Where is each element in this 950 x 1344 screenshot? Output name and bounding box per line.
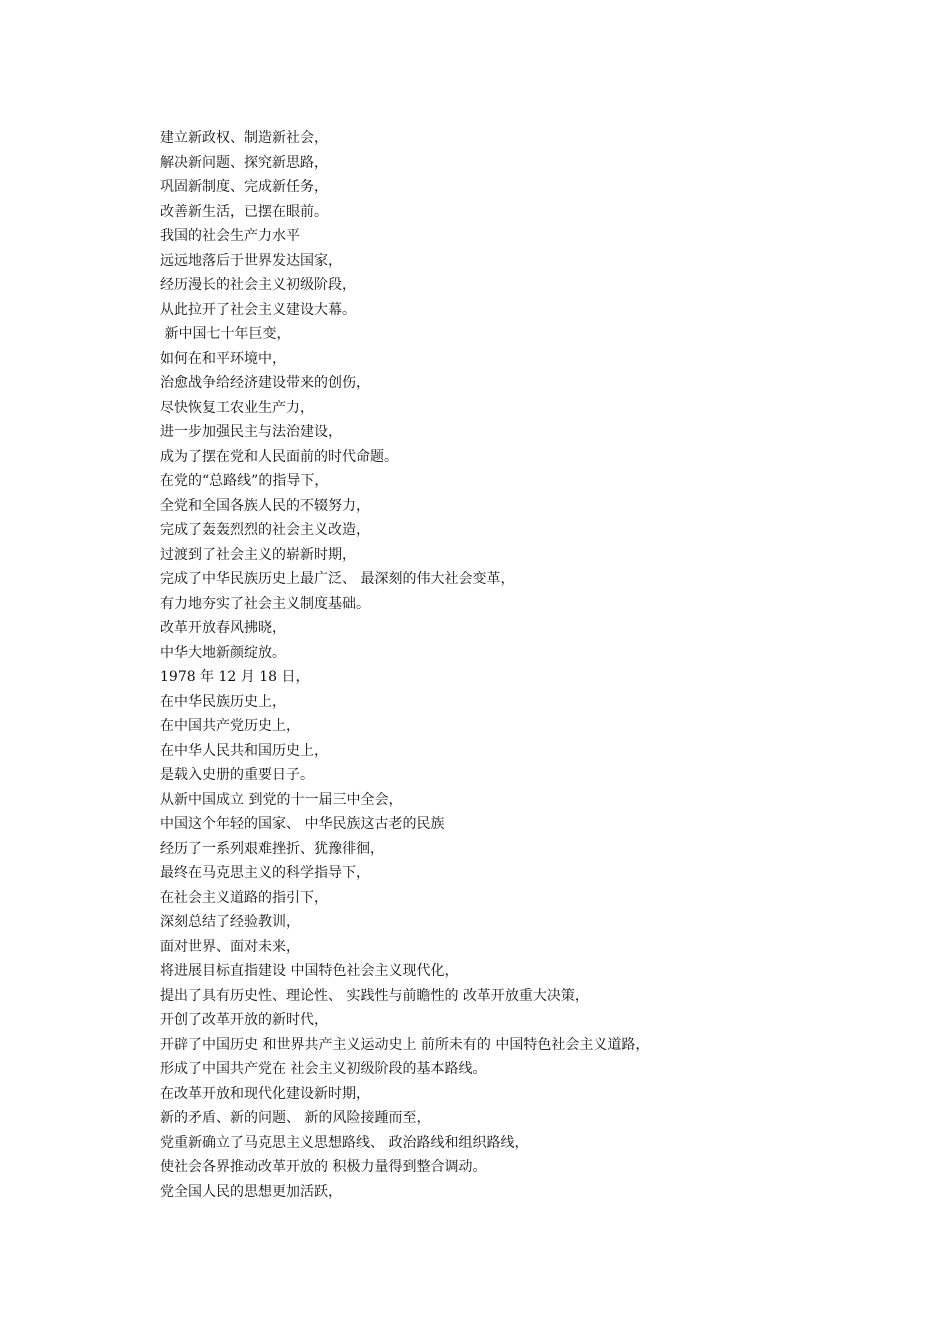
text-line: 经历了一系列艰难挫折、犹豫徘徊，	[160, 840, 384, 857]
text-line: 在改革开放和现代化建设新时期，	[160, 1085, 370, 1102]
text-line: 远远地落后于世界发达国家，	[160, 252, 342, 269]
text-line: 完成了中华民族历史上最广泛、 最深刻的伟大社会变革，	[160, 571, 515, 587]
text-line: 改革开放春风拂晓，	[160, 620, 286, 636]
text-line: 面对世界、面对未来，	[160, 938, 300, 955]
text-line: 使社会各界推动改革开放的 积极力量得到整合调动。	[160, 1159, 487, 1175]
text-line: 有力地夯实了社会主义制度基础。	[160, 595, 370, 612]
text-line: 中华大地新颜绽放。	[160, 644, 286, 661]
text-line: 在中华人民共和国历史上，	[160, 742, 328, 759]
text-line: 巩固新制度、完成新任务，	[160, 179, 328, 195]
text-line: 过渡到了社会主义的崭新时期，	[160, 546, 356, 563]
text-line: 1978 年 12 月 18 日，	[160, 669, 310, 685]
text-line: 建立新政权、制造新社会，	[160, 130, 328, 146]
text-line: 完成了轰轰烈烈的社会主义改造，	[160, 522, 370, 538]
text-line: 将进展目标直指建设 中国特色社会主义现代化，	[160, 963, 459, 979]
text-line: 新的矛盾、新的问题、 新的风险接踵而至，	[160, 1110, 431, 1126]
text-line: 形成了中国共产党在 社会主义初级阶段的基本路线。	[160, 1061, 487, 1077]
text-line: 深刻总结了经验教训，	[160, 914, 300, 930]
text-line: 我国的社会生产力水平	[160, 228, 300, 244]
text-line: 党重新确立了马克思主义思想路线、 政治路线和组织路线，	[160, 1134, 529, 1151]
text-line: 在社会主义道路的指引下，	[160, 889, 328, 906]
text-line: 全党和全国各族人民的不辍努力，	[160, 497, 370, 514]
text-line: 解决新问题、探究新思路，	[160, 154, 328, 171]
text-line: 如何在和平环境中，	[160, 350, 286, 367]
text-line: 中国这个年轻的国家、 中华民族这古老的民族	[160, 816, 445, 832]
text-line: 经历漫长的社会主义初级阶段，	[160, 277, 356, 293]
text-line: 进一步加强民主与法治建设，	[160, 424, 342, 440]
text-line: 最终在马克思主义的科学指导下，	[160, 865, 370, 881]
text-line: 新中国七十年巨变，	[160, 326, 291, 342]
document-text-block	[160, 126, 920, 1204]
text-line: 开创了改革开放的新时代，	[160, 1012, 328, 1028]
text-line: 成为了摆在党和人民面前的时代命题。	[160, 448, 398, 465]
text-line: 在中华民族历史上，	[160, 693, 286, 710]
text-line: 党全国人民的思想更加活跃，	[160, 1183, 342, 1200]
text-line: 从此拉开了社会主义建设大幕。	[160, 301, 356, 318]
text-line: 开辟了中国历史 和世界共产主义运动史上 前所未有的 中国特色社会主义道路，	[160, 1036, 650, 1053]
text-line: 提出了具有历史性、理论性、 实践性与前瞻性的 改革开放重大决策，	[160, 987, 589, 1004]
text-line: 治愈战争给经济建设带来的创伤，	[160, 375, 370, 391]
text-line: 在中国共产党历史上，	[160, 718, 300, 734]
text-line: 在党的“总路线”的指导下，	[160, 473, 329, 489]
text-line: 从新中国成立 到党的十一届三中全会，	[160, 791, 403, 808]
text-line: 是载入史册的重要日子。	[160, 767, 314, 783]
text-line: 尽快恢复工农业生产力，	[160, 399, 314, 416]
text-line: 改善新生活，已摆在眼前。	[160, 203, 328, 220]
